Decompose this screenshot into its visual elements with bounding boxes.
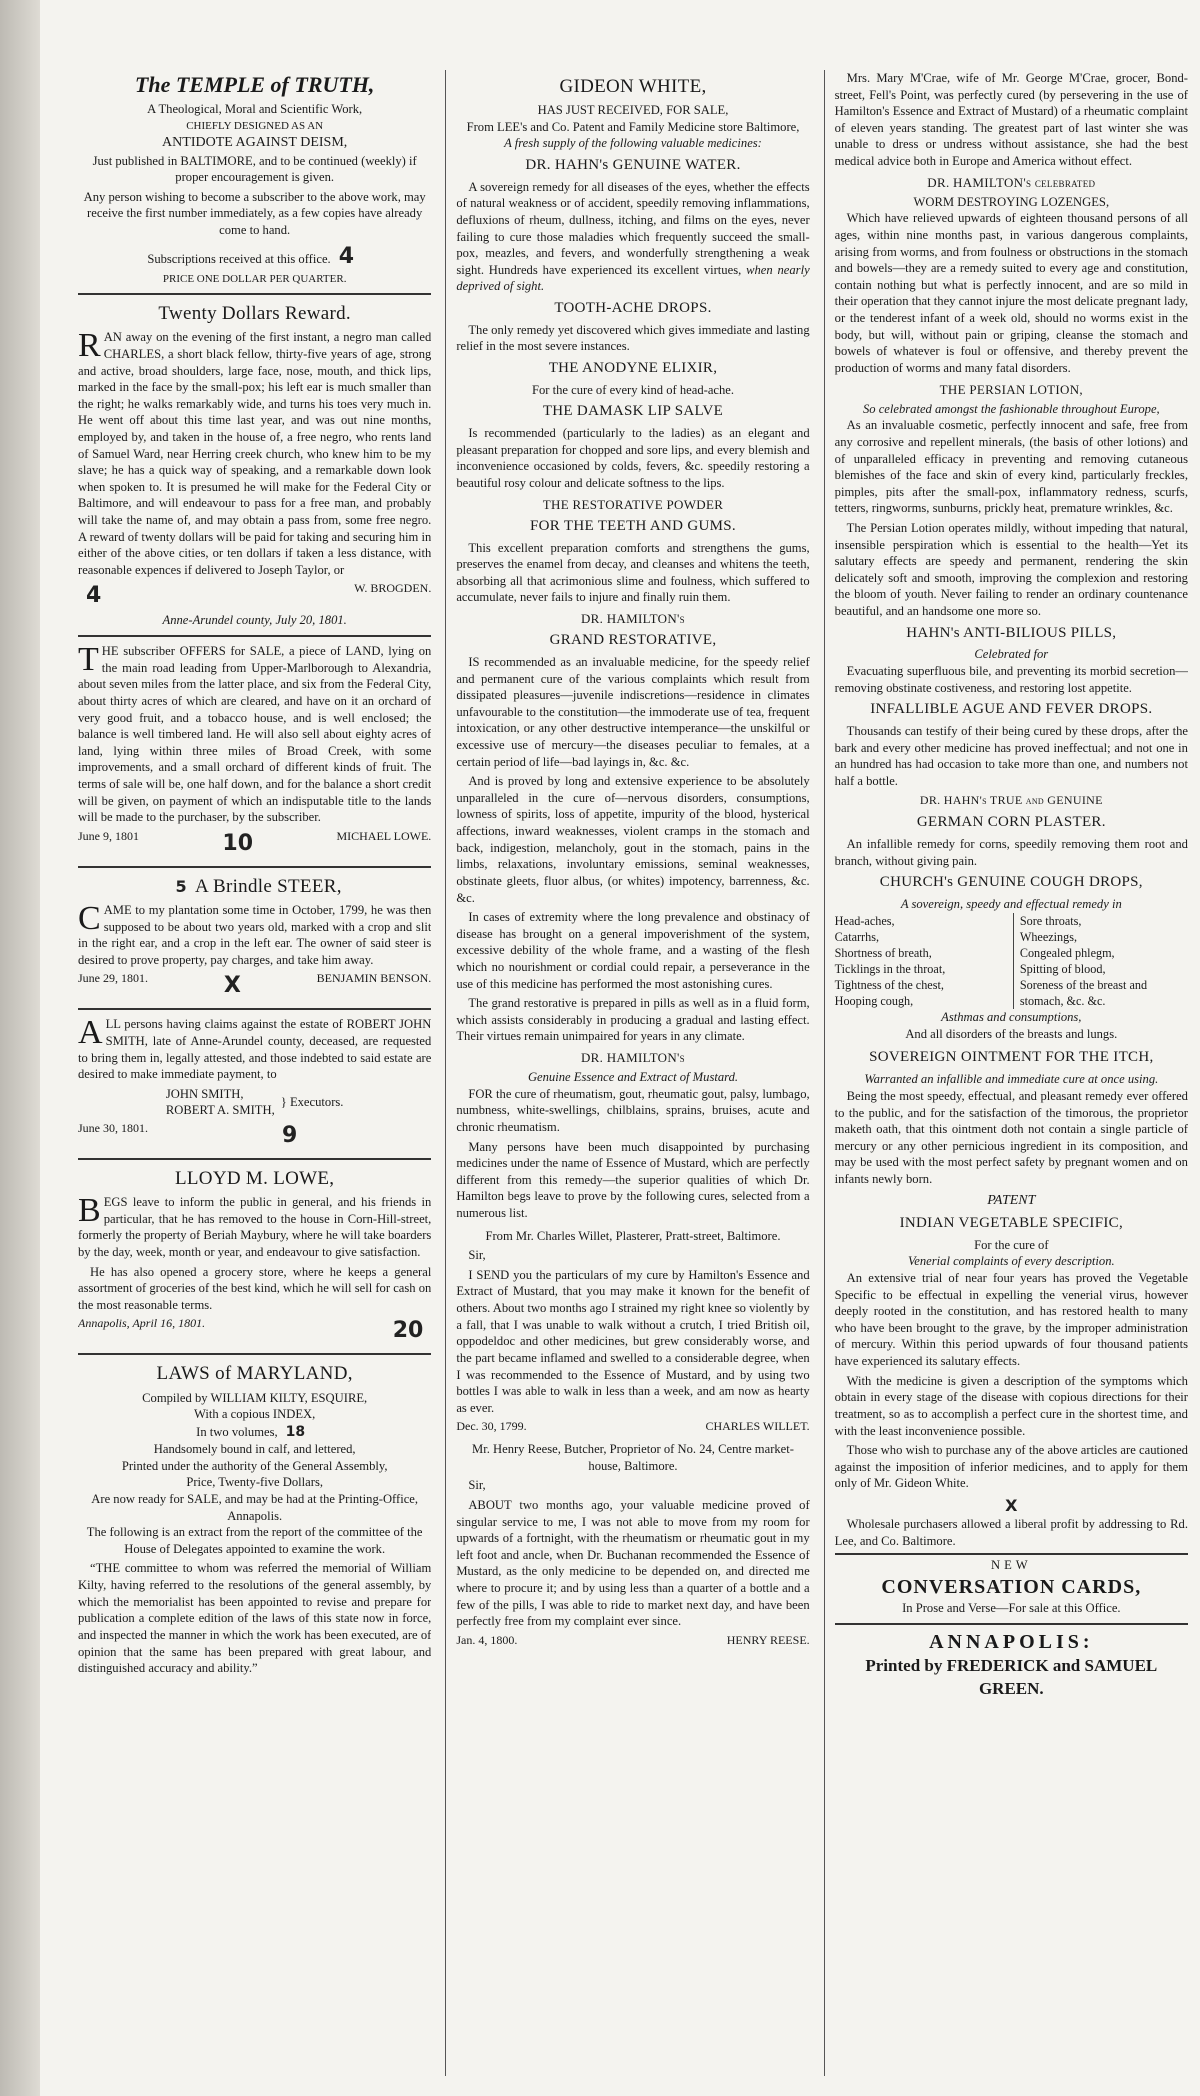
imprint-city: ANNAPOLIS:	[929, 1630, 1094, 1653]
specific-body-4: Wholesale purchasers allowed a liberal profit by addressing to Rd. Lee, and Co. Baltimore.	[834, 1517, 1188, 1548]
lowe-body-2: He has also opened a grocery store, where he keeps a general assortment of groceries of the best kind, which he will sell for cash on the most reasonable terms.	[78, 1264, 432, 1312]
reward-signature: 4 W. BROGDEN.	[86, 581, 432, 609]
laws-extract: The following is an extract from the report of the committee of the House of Delegates appointed to examine the work.	[86, 1525, 423, 1556]
twenty-dollars-reward-ad	[78, 301, 431, 637]
corn-title-1: DR. HAHN's TRUE and GENUINE	[919, 793, 1103, 808]
reese-signature: Jan. 4, 1800. HENRY REESE.	[456, 1632, 810, 1647]
willet-from: From Mr. Charles Willet, Plasterer, Pratt-street, Baltimore.	[485, 1228, 781, 1243]
corn-title-2: GERMAN CORN PLASTER.	[916, 814, 1106, 831]
column-3	[824, 70, 1188, 2076]
laws-quote: “THE committee to whom was referred the memorial of William Kilty, having referred to the resolutions of the general assembly, by which the memorialist has been appointed to revise and prepare for publication a complete edition of the laws of this state now in force, and inspected the manner in which the work has been executed, are of opinion that the same has been prepared with great labour, and distinguished accuracy and ability.”	[78, 1561, 432, 1676]
temple-body-1: Just published in BALTIMORE, and to be continued (weekly) if proper encouragement is given.	[92, 153, 417, 185]
reward-dateline: Anne-Arundel county, July 20, 1801.	[162, 613, 347, 628]
steer-dropcap: C	[78, 899, 101, 937]
land-body: HE subscriber OFFERS for SALE, a piece of LAND, lying on the main road leading from Upper-Marlborough to Alexandria, about seven miles from the latter place, and six from the Federal City, about thirty acres of which are cleared, and have on it an orchard of very good fruit, and a tobacco house, and is well enclosed; the balance is well timbered land. He will also sell about eighty acres of land, lying within three miles of Broad Creek, with some improvements, and a small orchard of different kinds of fruit. The terms of sale will be, one half down, and for the balance a short credit will be given, on payment of which an indisputable title to the lands will be made to the purchaser, by the subscriber.	[78, 644, 432, 825]
specific-body-3: Those who wish to purchase any of the above articles are cautioned against the imposition of inferior medicines, and to apply for them only of Mr. Gideon White.	[834, 1443, 1188, 1491]
lozenges-title-1: DR. HAMILTON's celebrated	[927, 174, 1096, 190]
cards-sub: In Prose and Verse—For sale at this Office.	[902, 1601, 1121, 1616]
ointment-body: Being the most speedy, effectual, and pleasant remedy ever offered to the public, and for the satisfaction of the timorous, the proprietor maketh oath, that this ointment doth not contain a single particle of mercury or any other pernicious ingredient in its composition, and may be used with the most perfect safety by pregnant women and on infants newly born.	[834, 1088, 1188, 1186]
cards-title: CONVERSATION CARDS,	[881, 1575, 1142, 1598]
estate-executors: JOHN SMITH, ROBERT A. SMITH, } Executors.	[165, 1086, 344, 1118]
lowe-title: LLOYD M. LOWE,	[174, 1168, 335, 1190]
gideon-intro: A fresh supply of the following valuable medicines:	[504, 136, 762, 151]
grand-title-1: DR. HAMILTON's	[580, 611, 685, 627]
grand-body-3: In cases of extremity where the long prevalence and obstinacy of disease has brought on a general impoverishment of the system, excessive debility of the whole frame, and a wasting of the flesh which no nourishment or cordial could repair, a perseverance in the use of this medicine has performed the most astonishing cures.	[456, 910, 810, 991]
estate-body: LL persons having claims against the estate of ROBERT JOHN SMITH, late of Anne-Arundel county, deceased, are requested to bring them in, legally attested, and those indebted to said estate are desired to make immediate payment, to	[78, 1017, 432, 1082]
list-item: Head-aches,	[834, 913, 895, 928]
lowe-dropcap: B	[78, 1192, 101, 1230]
cough-list-right	[1013, 913, 1188, 1010]
willet-salutation: Sir,	[468, 1248, 486, 1263]
lotion-title: THE PERSIAN LOTION,	[939, 381, 1083, 397]
grand-title-2: GRAND RESTORATIVE,	[549, 632, 717, 649]
lip-title: THE DAMASK LIP SALVE	[542, 403, 724, 420]
cough-subtitle: A sovereign, speedy and effectual remedy in	[900, 897, 1122, 912]
list-item: Ticklings in the throat,	[834, 961, 946, 976]
corn-body: An infallible remedy for corns, speedily removing them root and branch, without giving pain.	[834, 837, 1188, 868]
list-item: Hooping cough,	[834, 994, 914, 1009]
ointment-title: SOVEREIGN OINTMENT FOR THE ITCH,	[869, 1049, 1154, 1066]
brindle-steer-ad	[78, 874, 431, 1011]
gideon-line-2: From LEE's and Co. Patent and Family Medicine store Baltimore,	[466, 119, 800, 134]
mustard-body-1: FOR the cure of rheumatism, gout, rheumatic gout, palsy, lumbago, numbness, white-swellings, chilblains, sprains, bruises, acute and chronic rheumatism.	[456, 1086, 810, 1134]
land-signature: June 9, 1801 10 MICHAEL LOWE.	[78, 828, 432, 856]
specific-body-1: An extensive trial of near four years has proved the Vegetable Specific to be effectual in expelling the venerial virus, however deeply rooted in the constitution, and has restored health to many who have been brought to the grave, by the improper administration of mercury. Within this period upwards of four thousand patients have experienced its salutary effects.	[834, 1271, 1188, 1369]
reward-body: AN away on the evening of the first instant, a negro man called CHARLES, a short black fellow, thirty-five years of age, strong and active, broad shoulders, large face, nose, mouth, and thick lips, marked in the face by the small-pox; his left ear is much smaller than the right; he walks remarkably wide, and turns his toes very much in. He went off about this time last year, and was out nine months, employed by, and taken in the house of, a free negro, who rents land of Samuel Ward, near Herring creek church, who knew him to be my slave; he has a quick way of speaking, and a remarkable down look when spoken to. It is presumed he will make for the Federal City or Baltimore, and will endeavour to pass for a free man, and probably will take the name of, and may obtain a pass from, some free negro. A reward of twenty dollars will be paid for taking and securing him in either of the above cities, or ten dollars if taken a less distance, with reasonable expences if delivered to Joseph Taylor, or	[78, 330, 432, 577]
reese-salutation: Sir,	[468, 1478, 486, 1493]
reward-dropcap: R	[78, 327, 101, 365]
lowe-dateline: Annapolis, April 16, 1801. 20	[78, 1316, 424, 1344]
conversation-cards-ad	[835, 1553, 1188, 1617]
cough-footer-1: Asthmas and consumptions,	[941, 1010, 1082, 1025]
list-item: Wheezings,	[1019, 929, 1078, 944]
laws-bound: Handsomely bound in calf, and lettered,	[153, 1442, 356, 1457]
laws-volumes: In two volumes, 18	[196, 1423, 306, 1440]
lozenges-title-2: WORM DESTROYING LOZENGES,	[913, 194, 1110, 209]
grand-body-1: IS recommended as an invaluable medicine, for the speedy relief and permanent cure of the various complaints which result from dissipated pleasures—juvenile indiscretions—residence in climates unfavourable to the constitution—the immoderate use of tea, frequent intoxication, or any other destructive intemperance—the unskilful or excessive use of mercury—the diseases peculiar to females, at a certain period of life—bad layings in, &c. &c.	[456, 654, 810, 769]
specific-for: For the cure of	[974, 1237, 1049, 1252]
list-item: Spitting of blood,	[1019, 961, 1106, 976]
pills-body: Evacuating superfluous bile, and preventing its morbid secretion—removing obstinate costiveness, and restoring lost appetite.	[834, 664, 1188, 695]
elixir-title: THE ANODYNE ELIXIR,	[548, 359, 718, 376]
steer-signature: June 29, 1801. X BENJAMIN BENSON.	[78, 971, 432, 999]
mccrae-body: Mrs. Mary M'Crae, wife of Mr. George M'Crae, grocer, Bond-street, Fell's Point, was perfectly cured (by persevering in the use of Hamilton's Essence and Extract of Mustard) of a rheumatic complaint of eleven years standing. The greatest part of last winter she was unable to dress or undress without assistance, she had the best medical advice both in Europe and America without effect.	[834, 71, 1188, 169]
lotion-body-1: As an invaluable cosmetic, perfectly innocent and safe, free from any corrosive and repellent minerals, (the basis of other lotions) and of unparalleled efficacy in preventing and removing cutaneous blemishes of the face and skin of every kind, particularly freckles, pimples, pits after the small-pox, inflammatory redness, scurfs, tetters, ringworms, sunburns, prickly heat, premature wrinkles, &c.	[834, 418, 1188, 516]
ague-body: Thousands can testify of their being cured by these drops, after the bark and every other medicine has proved ineffectual; and not one in an hundred has had occasion to take more than one, and numbers not half a bottle.	[834, 724, 1188, 788]
water-title: DR. HAHN's GENUINE WATER.	[525, 156, 741, 173]
laws-of-maryland-ad	[78, 1361, 431, 1676]
laws-title: LAWS of MARYLAND,	[156, 1363, 353, 1385]
temple-of-truth-ad	[78, 70, 431, 295]
land-dropcap: T	[78, 641, 99, 679]
laws-printed: Printed under the authority of the General Assembly,	[121, 1458, 388, 1473]
ague-title: INFALLIBLE AGUE AND FEVER DROPS.	[870, 701, 1153, 718]
hand-mark: 4	[338, 243, 355, 269]
estate-notice-ad	[78, 1016, 431, 1160]
list-item: Shortness of breath,	[834, 945, 932, 960]
temple-price: PRICE ONE DOLLAR PER QUARTER.	[162, 272, 347, 285]
pills-title: HAHN's ANTI-BILIOUS PILLS,	[906, 624, 1117, 641]
list-item: Sore throats,	[1019, 913, 1082, 928]
reese-from: Mr. Henry Reese, Butcher, Proprietor of No. 24, Centre market-house, Baltimore.	[472, 1442, 794, 1473]
laws-index: With a copious INDEX,	[194, 1407, 316, 1422]
list-item: stomach, &c. &c.	[1019, 994, 1106, 1009]
lotion-subtitle: So celebrated amongst the fashionable throughout Europe,	[862, 401, 1160, 416]
cough-title: CHURCH's GENUINE COUGH DROPS,	[879, 874, 1143, 891]
specific-subtitle: Venerial complaints of every description.	[907, 1254, 1115, 1269]
mustard-body-2: Many persons have been much disappointed by purchasing medicines under the name of Essence of Mustard, which are perfectly different from this remedy—the superior qualities of which Dr. Hamilton begs leave to prove by the following cures, selected from a numerous list.	[456, 1139, 810, 1221]
mustard-title-1: DR. HAMILTON's	[580, 1049, 685, 1065]
powder-title-2: FOR THE TEETH AND GUMS.	[530, 517, 736, 534]
cough-list-left	[835, 913, 1003, 1010]
steer-body: AME to my plantation some time in October, 1799, he was then supposed to be about two years old, marked with a crop and slit in the right ear, and a crop in the left ear. The owner of said steer is desired to prove property, pay charges, and take him away.	[78, 902, 432, 967]
column-2	[445, 70, 809, 2076]
temple-antidote: ANTIDOTE AGAINST DEISM,	[162, 135, 348, 151]
estate-dropcap: A	[78, 1014, 103, 1052]
temple-title: The TEMPLE of TRUTH,	[134, 72, 375, 97]
lip-body: Is recommended (particularly to the ladies) as an elegant and pleasant preparation for chopped and sore lips, and every blemish and inconvenience occasioned by colds, fevers, &c. speedily restoring a beautiful rosy colour and delicate softness to the lips.	[456, 426, 810, 491]
imprint	[835, 1623, 1188, 1700]
temple-designed: CHIEFLY DESIGNED AS AN	[186, 119, 324, 132]
laws-price: Price, Twenty-five Dollars,	[186, 1475, 323, 1490]
temple-subtitle: A Theological, Moral and Scientific Work,	[147, 102, 363, 117]
grand-body-2: And is proved by long and extensive experience to be absolutely unparalleled in the cure of—nervous disorders, consumptions, lowness of spirits, loss of appetite, impurity of the blood, hysterical affections, inward weaknesses, violent cramps in the stomach and back, indigestion, melancholy, gout in the stomach, pains in the limbs, relaxations, involuntary emissions, seminal weaknesses, obstinate gleets, fluor albus, (or whites) impotency, barrenness, &c. &c.	[456, 774, 810, 905]
specific-hand-mark: X	[1005, 1495, 1018, 1515]
gideon-white-title: GIDEON WHITE,	[559, 76, 707, 97]
cough-footer-2: And all disorders of the breasts and lungs.	[905, 1026, 1118, 1041]
lowe-body: EGS leave to inform the public in general, and his friends in particular, that he has removed to the house in Corn-Hill-street, formerly the property of Beriah Maybury, where he will take boarders by the day, week, month or year, and endeavour to give satisfaction.	[78, 1195, 432, 1259]
lotion-body-2: The Persian Lotion operates mildly, without impeding that natural, insensible perspiration which is essential to the health—Yet its salutary effects are speedy and permanent, rendering the skin delicately soft and smooth, improving the complexion and restoring the bloom of youth. Never failing to render an ordinary countenance beautiful, and an handsome one more so.	[834, 520, 1188, 618]
temple-subscriptions: Subscriptions received at this office. 4	[147, 243, 355, 269]
land-for-sale-ad	[78, 643, 431, 868]
powder-title-1: THE RESTORATIVE POWDER	[542, 496, 724, 512]
elixir-body: For the cure of every kind of head-ache.	[531, 382, 735, 397]
willet-body: I SEND you the particulars of my cure by Hamilton's Essence and Extract of Mustard, that you may make it known for the benefit of others. About two months ago I strained my right knee so violently by a fall, that I was unable to walk without a crutch, I tried British oil, oppodeldoc and other medicines, but grew considerably worse, and the part became inflamed and swelled to a considerable degree, when I was recommended to the Essence of Mustard, and by using two bottles I was able to walk in less than a week, and am now as hearty as ever.	[456, 1267, 810, 1415]
water-body: A sovereign remedy for all diseases of the eyes, whether the effects of natural weakness or of accident, speedily removing inflammations, defluxions of rheum, dullness, itching, and films on the eyes, never failing to cure those maladies which frequently succeed the small-pox, meazles, and fevers, and wonderfully strengthening a weak sight. Hundreds have experienced its excellent virtues, when nearly deprived of sight.	[456, 179, 810, 294]
tooth-title: TOOTH-ACHE DROPS.	[554, 299, 712, 316]
reese-body: ABOUT two months ago, your valuable medicine proved of singular service to me, I was not able to move from my room for upwards of a fortnight, with the rheumatism or rheumatic gout in my left foot and ancle, when Dr. Buchanan recommended the Essence of Mustard, as the only medicine to be depended on, and directed me where to procure it; and by using less than a quarter of a bottle and a few of the pills, I was able to ride to market next day, and have been perfectly free from my complaint ever since.	[456, 1497, 810, 1629]
temple-body-2: Any person wishing to become a subscriber to the above work, may receive the first number immediately, as a few copies have already come to hand.	[83, 189, 426, 238]
powder-body: This excellent preparation comforts and strengthens the gums, preserves the enamel from decay, and cleanses and whitens the teeth, absorbing all that acrimonious slime and foulness, which suffered to accumulate, never fails to injure and finally ruin them.	[456, 540, 810, 605]
specific-body-2: With the medicine is given a description of the symptoms which obtain in every stage of the disease with copious directions for their treatment, so as to accomplish a perfect cure in the shortest time, and with the least inconvenience possible.	[834, 1373, 1188, 1438]
grand-body-4: The grand restorative is prepared in pills as well as in a fluid form, which assists considerably in producing a gradual and lasting effect. Their virtues remain unimpaired for years in any climate.	[456, 996, 810, 1044]
imprint-printers: Printed by FREDERICK and SAMUEL GREEN.	[865, 1656, 1158, 1698]
reward-title: Twenty Dollars Reward.	[158, 303, 351, 325]
cough-remedy-list	[835, 913, 1188, 1010]
mustard-title-2: Genuine Essence and Extract of Mustard.	[527, 1070, 739, 1085]
estate-date: June 30, 1801. 9	[78, 1121, 298, 1149]
list-item: Soreness of the breast and	[1019, 978, 1148, 993]
laws-ready: Are now ready for SALE, and may be had at the Printing-Office, Annapolis.	[91, 1492, 419, 1523]
specific-title: INDIAN VEGETABLE SPECIFIC,	[899, 1215, 1124, 1232]
willet-signature: Dec. 30, 1799. CHARLES WILLET.	[456, 1419, 810, 1434]
list-item: Catarrhs,	[834, 929, 879, 944]
list-item: Congealed phlegm,	[1019, 945, 1115, 960]
list-item: Tightness of the chest,	[834, 978, 944, 993]
laws-compiled: Compiled by WILLIAM KILTY, ESQUIRE,	[142, 1390, 368, 1405]
cards-new: NEW	[990, 1558, 1032, 1573]
lloyd-lowe-ad	[78, 1166, 431, 1355]
steer-title: 5 A Brindle STEER,	[175, 875, 342, 897]
gideon-line-1: HAS JUST RECEIVED, FOR SALE,	[537, 103, 729, 118]
column-1	[78, 70, 431, 2076]
tooth-body: The only remedy yet discovered which gives immediate and lasting relief in the most severe instances.	[456, 322, 810, 354]
specific-patent: PATENT	[987, 1192, 1036, 1208]
ointment-subtitle: Warranted an infallible and immediate cure at once using.	[864, 1072, 1159, 1087]
pills-subtitle: Celebrated for	[974, 647, 1049, 662]
lozenges-body: Which have relieved upwards of eighteen thousand persons of all ages, within nine months past, in various dangerous complaints, arising from worms, and from foulness or obstructions in the stomach and bowels—they are a remedy suited to every age and constitution, contain nothing but what is perfectly innocent, and are so mild in their operation that they cannot injure the most delicate pregnant lady, or the tenderest infant of a week old, should no worms exist in the body, but will, without pain or griping, cleanse the stomach and bowels of whatever is foul or offensive, and thereby prevent the production of worms and many fatal disorders.	[834, 211, 1188, 375]
